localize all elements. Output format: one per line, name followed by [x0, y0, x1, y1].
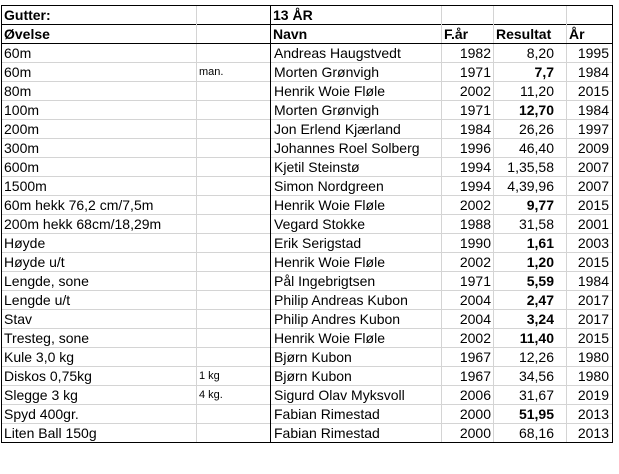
table-row [2, 196, 613, 215]
table-row [2, 101, 613, 120]
note-cell[interactable] [197, 82, 271, 101]
name-cell[interactable]: Bjørn Kubon [271, 348, 442, 367]
year-cell[interactable]: 2003 [567, 234, 613, 253]
result-cell[interactable]: 12,70 [494, 101, 567, 120]
event-cell[interactable]: Slegge 3 kg [2, 386, 197, 405]
event-cell[interactable]: 200m [2, 120, 197, 139]
event-cell[interactable]: Høyde u/t [2, 253, 197, 272]
event-cell[interactable]: Lengde u/t [2, 291, 197, 310]
result-cell[interactable]: 1,20 [494, 253, 567, 272]
year-cell[interactable]: 1984 [567, 101, 613, 120]
born-cell[interactable]: 1967 [442, 367, 494, 386]
result-cell[interactable]: 68,16 [494, 424, 567, 443]
note-cell[interactable] [197, 405, 271, 424]
header-row [2, 25, 613, 44]
records-table [1, 5, 613, 443]
name-cell[interactable]: Philip Andres Kubon [271, 310, 442, 329]
result-cell[interactable]: 7,7 [494, 63, 567, 82]
born-cell[interactable]: 1988 [442, 215, 494, 234]
name-cell[interactable]: Bjørn Kubon [271, 367, 442, 386]
name-cell[interactable]: Henrik Woie Fløle [271, 329, 442, 348]
header-result[interactable]: Resultat [494, 25, 567, 44]
year-cell[interactable]: 2013 [567, 424, 613, 443]
year-cell[interactable]: 2015 [567, 82, 613, 101]
name-cell[interactable]: Morten Grønvigh [271, 101, 442, 120]
result-cell[interactable]: 11,20 [494, 82, 567, 101]
note-cell[interactable] [197, 196, 271, 215]
name-cell[interactable]: Fabian Rimestad [271, 424, 442, 443]
event-cell[interactable]: Lengde, sone [2, 272, 197, 291]
name-cell[interactable]: Henrik Woie Fløle [271, 253, 442, 272]
note-cell[interactable] [197, 329, 271, 348]
table-row [2, 329, 613, 348]
note-cell[interactable] [197, 177, 271, 196]
born-cell[interactable]: 2004 [442, 291, 494, 310]
note-cell[interactable] [197, 272, 271, 291]
born-cell[interactable]: 1990 [442, 234, 494, 253]
year-cell[interactable]: 1984 [567, 272, 613, 291]
table-row [2, 120, 613, 139]
table-row [2, 82, 613, 101]
table-row [2, 386, 613, 405]
table-row [2, 215, 613, 234]
year-cell[interactable]: 2015 [567, 196, 613, 215]
name-cell[interactable]: Simon Nordgreen [271, 177, 442, 196]
table-row [2, 348, 613, 367]
age-title[interactable]: 13 ÅR [271, 6, 442, 25]
born-cell[interactable]: 1994 [442, 177, 494, 196]
note-cell[interactable]: man. [197, 63, 271, 82]
event-cell[interactable]: Liten Ball 150g [2, 424, 197, 443]
table-row [2, 44, 613, 63]
header-year[interactable]: År [567, 25, 613, 44]
table-row [2, 272, 613, 291]
event-cell[interactable]: Stav [2, 310, 197, 329]
name-cell[interactable]: Sigurd Olav Myksvoll [271, 386, 442, 405]
born-cell[interactable]: 2004 [442, 310, 494, 329]
result-cell[interactable]: 8,20 [494, 44, 567, 63]
name-cell[interactable]: Henrik Woie Fløle [271, 196, 442, 215]
empty-cell[interactable] [494, 6, 567, 25]
born-cell[interactable]: 2002 [442, 253, 494, 272]
born-cell[interactable]: 2002 [442, 329, 494, 348]
header-event[interactable]: Øvelse [2, 25, 197, 44]
year-cell[interactable]: 1980 [567, 367, 613, 386]
born-cell[interactable]: 1971 [442, 63, 494, 82]
result-cell[interactable]: 46,40 [494, 139, 567, 158]
name-cell[interactable]: Johannes Roel Solberg [271, 139, 442, 158]
name-cell[interactable]: Henrik Woie Fløle [271, 82, 442, 101]
result-cell[interactable]: 34,56 [494, 367, 567, 386]
note-cell[interactable]: 1 kg [197, 367, 271, 386]
note-cell[interactable] [197, 424, 271, 443]
note-cell[interactable] [197, 291, 271, 310]
name-cell[interactable]: Jon Erlend Kjærland [271, 120, 442, 139]
event-cell[interactable]: 60m [2, 44, 197, 63]
event-cell[interactable]: Kule 3,0 kg [2, 348, 197, 367]
born-cell[interactable]: 1984 [442, 120, 494, 139]
note-cell[interactable] [197, 158, 271, 177]
event-cell[interactable]: Spyd 400gr. [2, 405, 197, 424]
note-cell[interactable] [197, 234, 271, 253]
table-row [2, 291, 613, 310]
year-cell[interactable]: 2019 [567, 386, 613, 405]
born-cell[interactable]: 2002 [442, 196, 494, 215]
year-cell[interactable]: 2017 [567, 310, 613, 329]
born-cell[interactable]: 1982 [442, 44, 494, 63]
event-cell[interactable]: Høyde [2, 234, 197, 253]
year-cell[interactable]: 2017 [567, 291, 613, 310]
name-cell[interactable]: Philip Andreas Kubon [271, 291, 442, 310]
table-row [2, 310, 613, 329]
empty-cell[interactable] [442, 6, 494, 25]
header-born[interactable]: F.år [442, 25, 494, 44]
title-row [2, 6, 613, 25]
year-cell[interactable]: 1984 [567, 63, 613, 82]
name-cell[interactable]: Erik Serigstad [271, 234, 442, 253]
born-cell[interactable]: 2006 [442, 386, 494, 405]
year-cell[interactable]: 2001 [567, 215, 613, 234]
note-cell[interactable] [197, 44, 271, 63]
result-cell[interactable]: 26,26 [494, 120, 567, 139]
event-cell[interactable]: 100m [2, 101, 197, 120]
table-row [2, 63, 613, 82]
note-cell[interactable] [197, 101, 271, 120]
result-cell[interactable]: 1,35,58 [494, 158, 567, 177]
event-cell[interactable]: 600m [2, 158, 197, 177]
year-cell[interactable]: 2007 [567, 158, 613, 177]
result-cell[interactable]: 4,39,96 [494, 177, 567, 196]
year-cell[interactable]: 1980 [567, 348, 613, 367]
table-row [2, 253, 613, 272]
name-cell[interactable]: Kjetil Steinstø [271, 158, 442, 177]
note-cell[interactable] [197, 310, 271, 329]
event-cell[interactable]: 1500m [2, 177, 197, 196]
event-cell[interactable]: 60m [2, 63, 197, 82]
table-row [2, 139, 613, 158]
empty-cell[interactable] [197, 25, 271, 44]
header-name[interactable]: Navn [271, 25, 442, 44]
year-cell[interactable]: 2007 [567, 177, 613, 196]
year-cell[interactable]: 2009 [567, 139, 613, 158]
born-cell[interactable]: 1967 [442, 348, 494, 367]
note-cell[interactable] [197, 139, 271, 158]
result-cell[interactable]: 11,40 [494, 329, 567, 348]
group-title[interactable]: Gutter: [2, 6, 197, 25]
result-cell[interactable]: 2,47 [494, 291, 567, 310]
born-cell[interactable]: 1996 [442, 139, 494, 158]
result-cell[interactable]: 3,24 [494, 310, 567, 329]
result-cell[interactable]: 31,58 [494, 215, 567, 234]
name-cell[interactable]: Fabian Rimestad [271, 405, 442, 424]
born-cell[interactable]: 2000 [442, 424, 494, 443]
born-cell[interactable]: 2002 [442, 82, 494, 101]
name-cell[interactable]: Vegard Stokke [271, 215, 442, 234]
result-cell[interactable]: 31,67 [494, 386, 567, 405]
result-cell[interactable]: 5,59 [494, 272, 567, 291]
year-cell[interactable]: 1995 [567, 44, 613, 63]
table-row [2, 158, 613, 177]
year-cell[interactable]: 2015 [567, 329, 613, 348]
empty-cell[interactable] [567, 6, 613, 25]
event-cell[interactable]: Tresteg, sone [2, 329, 197, 348]
note-cell[interactable]: 4 kg. [197, 386, 271, 405]
name-cell[interactable]: Andreas Haugstvedt [271, 44, 442, 63]
result-cell[interactable]: 9,77 [494, 196, 567, 215]
born-cell[interactable]: 1971 [442, 101, 494, 120]
empty-cell[interactable] [197, 6, 271, 25]
result-cell[interactable]: 51,95 [494, 405, 567, 424]
note-cell[interactable] [197, 215, 271, 234]
name-cell[interactable]: Morten Grønvigh [271, 63, 442, 82]
born-cell[interactable]: 1971 [442, 272, 494, 291]
name-cell[interactable]: Pål Ingebrigtsen [271, 272, 442, 291]
event-cell[interactable]: 300m [2, 139, 197, 158]
table-row [2, 424, 613, 443]
note-cell[interactable] [197, 120, 271, 139]
event-cell[interactable]: Diskos 0,75kg [2, 367, 197, 386]
table-row [2, 234, 613, 253]
table-row [2, 405, 613, 424]
year-cell[interactable]: 1997 [567, 120, 613, 139]
note-cell[interactable] [197, 253, 271, 272]
table-row [2, 177, 613, 196]
born-cell[interactable]: 1994 [442, 158, 494, 177]
born-cell[interactable]: 2000 [442, 405, 494, 424]
year-cell[interactable]: 2015 [567, 253, 613, 272]
event-cell[interactable]: 60m hekk 76,2 cm/7,5m [2, 196, 197, 215]
table-row [2, 367, 613, 386]
event-cell[interactable]: 80m [2, 82, 197, 101]
result-cell[interactable]: 1,61 [494, 234, 567, 253]
note-cell[interactable] [197, 348, 271, 367]
result-cell[interactable]: 12,26 [494, 348, 567, 367]
year-cell[interactable]: 2013 [567, 405, 613, 424]
event-cell[interactable]: 200m hekk 68cm/18,29m [2, 215, 197, 234]
